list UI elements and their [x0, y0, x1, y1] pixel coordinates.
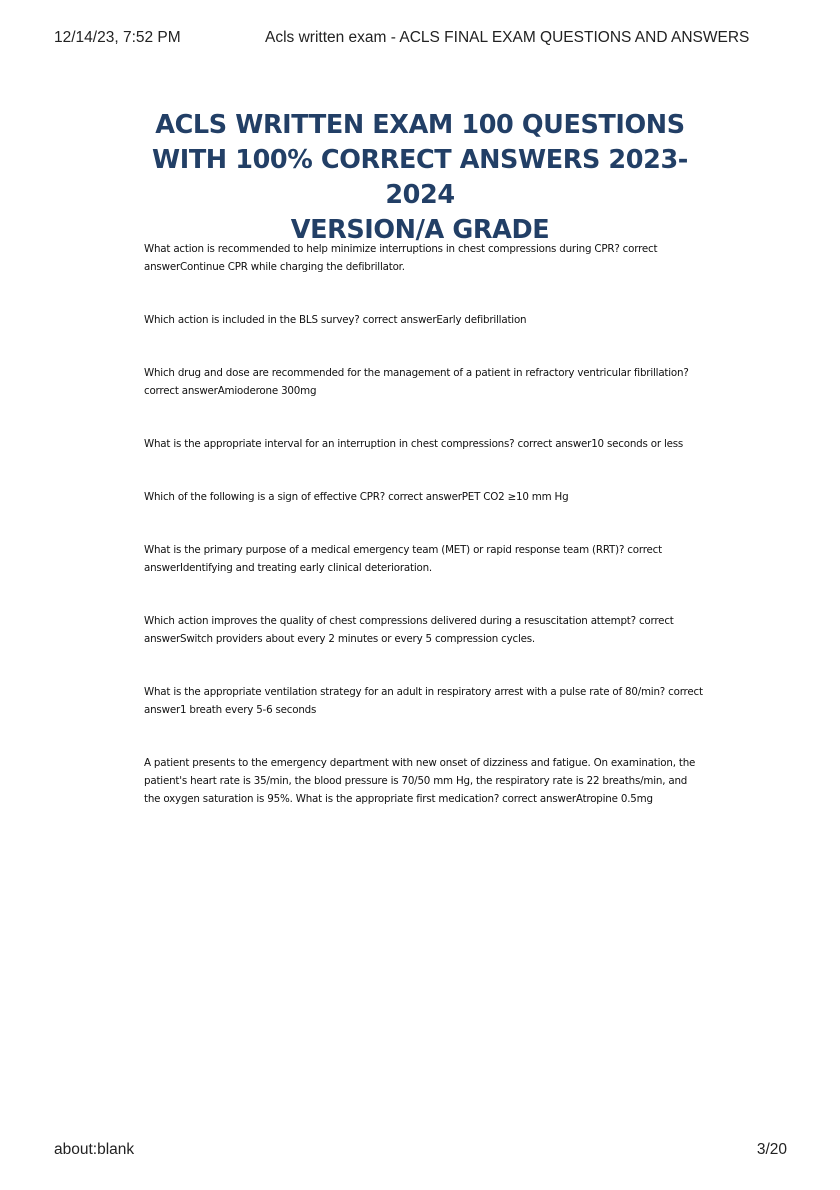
document-heading [120, 108, 720, 248]
qa-item-9: A patient presents to the emergency department with new onset of dizziness and fatigue. On examination, the patient's heart rate is 35/min, the blood pressure is 70/50 mm Hg, the respiratory rate is 22 breaths/min, and the oxygen saturation is 95%. What is the appropriate first medication? correct answerAtropine 0.5mg [144, 757, 696, 805]
qa-item-4: What is the appropriate interval for an interruption in chest compressions? correct answer10 seconds or less [144, 438, 684, 450]
print-header [0, 29, 840, 49]
page-number: 3/20 [756, 1141, 787, 1158]
heading-line-3: VERSION/A GRADE [290, 215, 550, 245]
qa-item-5: Which of the following is a sign of effective CPR? correct answerPET CO2 ≥10 mm Hg [144, 491, 569, 503]
question-answer-list [144, 240, 704, 843]
print-footer [0, 1141, 840, 1161]
qa-item-2: Which action is included in the BLS survey? correct answerEarly defibrillation [144, 314, 527, 326]
print-timestamp: 12/14/23, 7:52 PM [54, 29, 181, 46]
qa-item-6: What is the primary purpose of a medical emergency team (MET) or rapid response team (RRT)? correct answerIdentifying and treating early clinical deterioration. [144, 544, 662, 574]
heading-line-1: ACLS WRITTEN EXAM 100 QUESTIONS [155, 110, 685, 140]
qa-item-3: Which drug and dose are recommended for the management of a patient in refractory ventricular fibrillation? correct answerAmioderone 300mg [144, 367, 689, 397]
qa-item-1: What action is recommended to help minimize interruptions in chest compressions during CPR? correct answerContinue CPR while charging the defibrillator. [144, 243, 658, 273]
print-document-title: Acls written exam - ACLS FINAL EXAM QUESTIONS AND ANSWERS [265, 29, 750, 46]
qa-item-7: Which action improves the quality of chest compressions delivered during a resuscitation attempt? correct answerSwitch providers about every 2 minutes or every 5 compression cycles. [144, 615, 674, 645]
qa-item-8: What is the appropriate ventilation strategy for an adult in respiratory arrest with a pulse rate of 80/min? correct answer1 breath every 5-6 seconds [144, 686, 703, 716]
heading-line-2: WITH 100% CORRECT ANSWERS 2023-2024 [152, 145, 688, 210]
print-url: about:blank [54, 1141, 135, 1158]
